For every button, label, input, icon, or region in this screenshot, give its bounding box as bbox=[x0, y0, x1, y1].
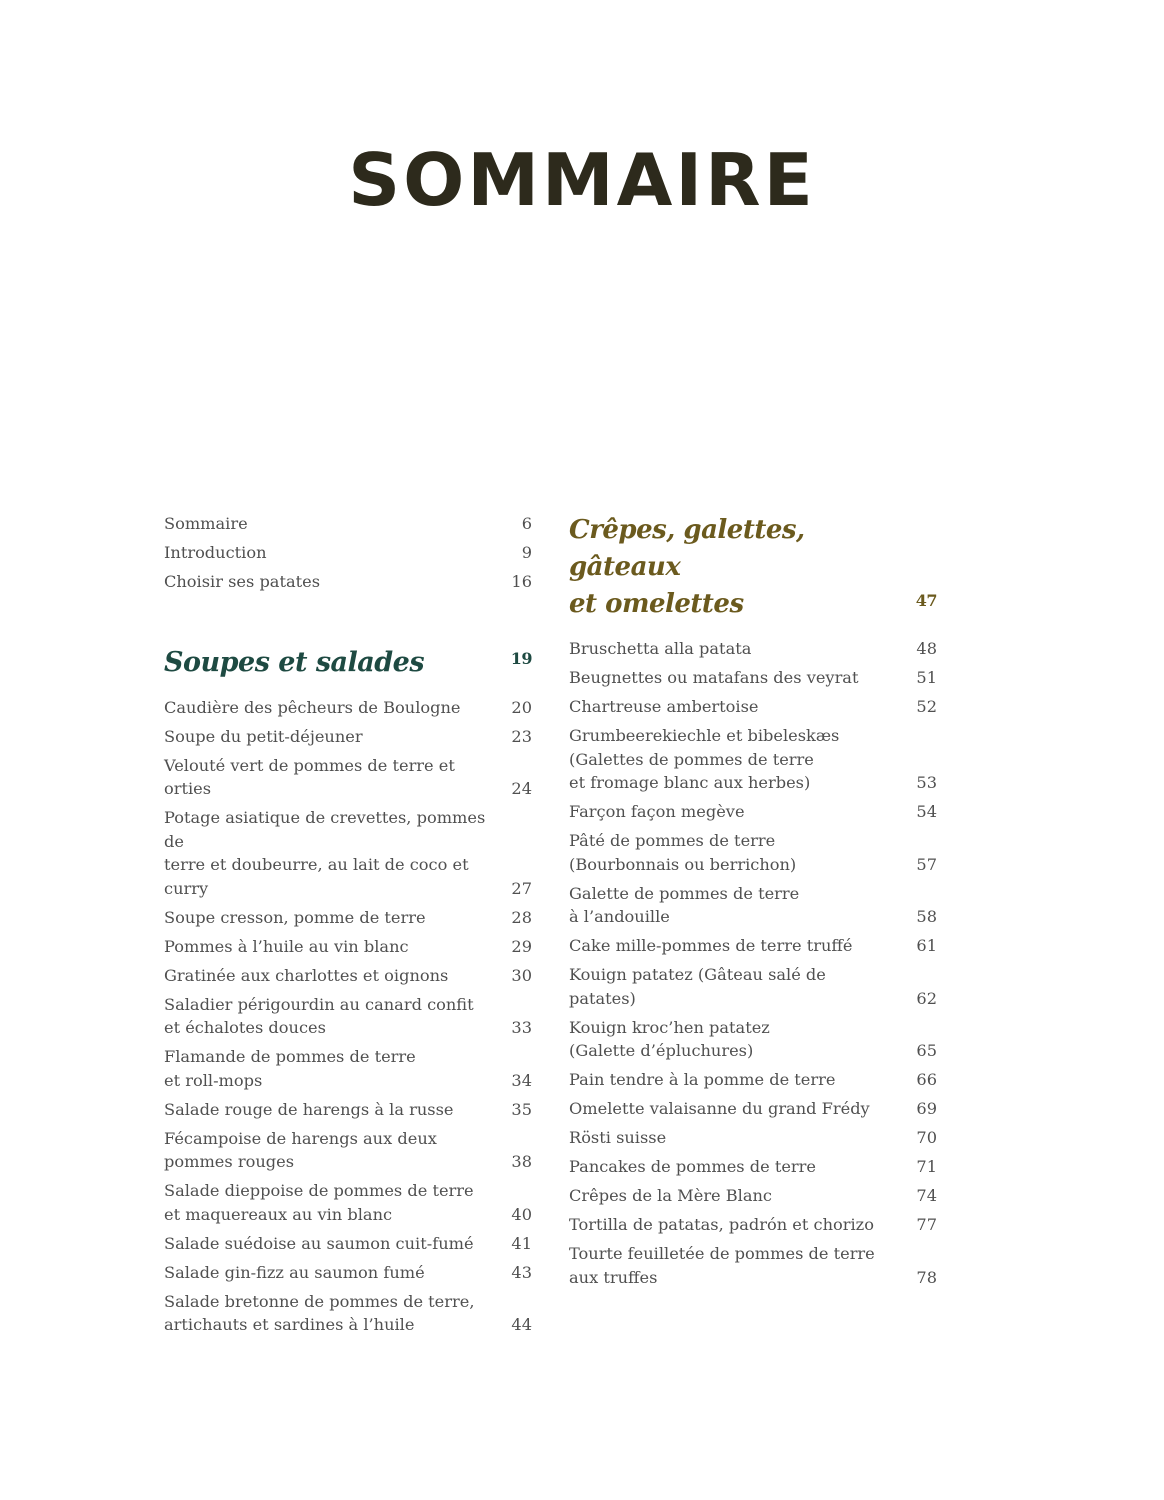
toc-entry[interactable] bbox=[164, 806, 532, 900]
toc-right-column bbox=[569, 512, 937, 1295]
entry-title: Salade rouge de harengs à la russe bbox=[164, 1099, 454, 1119]
entry-page-number: 30 bbox=[511, 965, 532, 985]
entry-page-number: 61 bbox=[916, 936, 937, 955]
toc-entry[interactable] bbox=[164, 1290, 532, 1337]
section-page: 19 bbox=[510, 648, 532, 668]
entry-title: Rösti suisse bbox=[569, 1128, 667, 1147]
entry-page-number: 66 bbox=[916, 1070, 937, 1089]
entry-title: Farçon façon megève bbox=[569, 802, 745, 821]
entry-title: Soupe du petit-déjeuner bbox=[164, 726, 363, 746]
toc-entry[interactable] bbox=[569, 1097, 937, 1121]
section-heading-crepes[interactable] bbox=[569, 512, 937, 623]
entry-page-number: 53 bbox=[916, 773, 937, 792]
section-page: 47 bbox=[915, 591, 937, 610]
entry-title: Flamande de pommes de terre et roll-mops bbox=[164, 1047, 416, 1090]
entry-page-number: 70 bbox=[916, 1128, 937, 1147]
entry-page-number: 44 bbox=[511, 1315, 532, 1334]
entry-title: Velouté vert de pommes de terre et orties bbox=[164, 755, 455, 798]
entry-page-number: 52 bbox=[916, 697, 937, 716]
toc-entry[interactable] bbox=[164, 754, 532, 801]
toc-entry[interactable] bbox=[164, 993, 532, 1040]
toc-entry[interactable] bbox=[569, 882, 937, 929]
entry-page-number: 35 bbox=[511, 1099, 532, 1119]
entry-page-number: 54 bbox=[916, 802, 937, 821]
toc-entry[interactable] bbox=[164, 541, 532, 565]
page-title: SOMMAIRE bbox=[348, 138, 816, 222]
toc-entry[interactable] bbox=[569, 829, 937, 876]
entry-title: Pancakes de pommes de terre bbox=[569, 1157, 816, 1176]
toc-entry[interactable] bbox=[164, 935, 532, 959]
entry-title: Introduction bbox=[164, 543, 267, 562]
entry-page-number: 34 bbox=[511, 1070, 532, 1090]
entry-title: Potage asiatique de crevettes, pommes de terre et doubeurre, au lait de coco et curry bbox=[164, 808, 486, 898]
entry-page-number: 23 bbox=[511, 726, 532, 746]
entry-page-number: 28 bbox=[511, 907, 532, 927]
entry-page-number: 65 bbox=[916, 1041, 937, 1060]
section-heading-soupes[interactable] bbox=[164, 646, 532, 680]
toc-entry[interactable] bbox=[164, 906, 532, 930]
toc-entry[interactable] bbox=[164, 1232, 532, 1256]
entry-title: Caudière des pêcheurs de Boulogne bbox=[164, 697, 461, 717]
toc-entry[interactable] bbox=[164, 964, 532, 988]
toc-entry[interactable] bbox=[569, 1126, 937, 1150]
entry-page-number: 43 bbox=[511, 1262, 532, 1282]
toc-entry[interactable] bbox=[164, 1261, 532, 1285]
section-title: Soupes et salades bbox=[164, 646, 425, 678]
entry-page-number: 29 bbox=[511, 936, 532, 956]
entry-title: Saladier périgourdin au canard confit et échalotes douces bbox=[164, 994, 474, 1037]
entry-title: Kouign kroc’hen patatez (Galette d’épluchures) bbox=[569, 1017, 770, 1060]
entry-title: Soupe cresson, pomme de terre bbox=[164, 907, 426, 927]
entry-title: Salade dieppoise de pommes de terre et maquereaux au vin blanc bbox=[164, 1181, 474, 1224]
entry-page-number: 57 bbox=[916, 854, 937, 874]
entry-title: Pommes à l’huile au vin blanc bbox=[164, 936, 409, 956]
entry-page-number: 9 bbox=[521, 543, 532, 562]
entry-title: Salade suédoise au saumon cuit-fumé bbox=[164, 1233, 474, 1253]
toc-entry[interactable] bbox=[569, 1242, 937, 1289]
entry-title: Tourte feuilletée de pommes de terre aux truffes bbox=[569, 1244, 875, 1287]
entry-page-number: 41 bbox=[511, 1233, 532, 1253]
entry-title: Beugnettes ou matafans des veyrat bbox=[569, 668, 859, 687]
entry-title: Grumbeerekiechle et bibeleskæs (Galettes de pommes de terre et fromage blanc aux herbes) bbox=[569, 726, 840, 792]
toc-entry[interactable] bbox=[569, 800, 937, 824]
section-title: Crêpes, galettes, gâteaux et omelettes bbox=[569, 515, 805, 619]
toc-entry[interactable] bbox=[569, 1016, 937, 1063]
toc-left-column bbox=[164, 512, 532, 1342]
entry-title: Salade gin-fizz au saumon fumé bbox=[164, 1262, 425, 1282]
toc-entry[interactable] bbox=[569, 637, 937, 661]
entry-title: Pâté de pommes de terre (Bourbonnais ou berrichon) bbox=[569, 831, 797, 874]
entry-title: Pain tendre à la pomme de terre bbox=[569, 1070, 836, 1089]
toc-entry[interactable] bbox=[569, 1184, 937, 1208]
entry-title: Cake mille-pommes de terre truffé bbox=[569, 936, 853, 955]
entry-page-number: 69 bbox=[916, 1099, 937, 1118]
entry-title: Choisir ses patates bbox=[164, 572, 321, 591]
toc-entry[interactable] bbox=[164, 1098, 532, 1122]
entry-page-number: 51 bbox=[916, 668, 937, 687]
entry-title: Bruschetta alla patata bbox=[569, 639, 752, 658]
entry-page-number: 74 bbox=[916, 1186, 937, 1205]
entry-page-number: 6 bbox=[521, 514, 532, 533]
toc-entry[interactable] bbox=[164, 1179, 532, 1226]
toc-entry[interactable] bbox=[164, 1127, 532, 1174]
entry-title: Salade bretonne de pommes de terre, artichauts et sardines à l’huile bbox=[164, 1291, 475, 1334]
entry-title: Gratinée aux charlottes et oignons bbox=[164, 965, 449, 985]
toc-entry[interactable] bbox=[164, 696, 532, 720]
section-list-crepes bbox=[569, 637, 937, 1289]
entry-page-number: 71 bbox=[916, 1157, 937, 1176]
toc-entry[interactable] bbox=[164, 725, 532, 749]
entry-page-number: 33 bbox=[511, 1018, 532, 1037]
entry-page-number: 78 bbox=[916, 1267, 937, 1287]
toc-entry[interactable] bbox=[569, 1068, 937, 1092]
entry-page-number: 27 bbox=[511, 878, 532, 898]
toc-entry[interactable] bbox=[164, 512, 532, 536]
entry-page-number: 62 bbox=[916, 988, 937, 1008]
entry-title: Tortilla de patatas, padrón et chorizo bbox=[569, 1215, 874, 1234]
entry-page-number: 77 bbox=[916, 1215, 937, 1234]
entry-page-number: 20 bbox=[511, 697, 532, 717]
entry-title: Galette de pommes de terre à l’andouille bbox=[569, 883, 800, 926]
toc-entry[interactable] bbox=[569, 1213, 937, 1237]
toc-entry[interactable] bbox=[569, 1155, 937, 1179]
entry-page-number: 40 bbox=[511, 1204, 532, 1224]
toc-entry[interactable] bbox=[569, 666, 937, 690]
section-list-soupes bbox=[164, 696, 532, 1337]
toc-entry[interactable] bbox=[569, 934, 937, 958]
entry-title: Crêpes de la Mère Blanc bbox=[569, 1186, 772, 1205]
entry-title: Fécampoise de harengs aux deux pommes rouges bbox=[164, 1128, 437, 1171]
toc-entry[interactable] bbox=[569, 963, 937, 1010]
entry-title: Omelette valaisanne du grand Frédy bbox=[569, 1099, 870, 1118]
entry-page-number: 38 bbox=[511, 1152, 532, 1171]
entry-title: Chartreuse ambertoise bbox=[569, 697, 759, 716]
entry-page-number: 24 bbox=[511, 779, 532, 798]
entry-page-number: 48 bbox=[916, 639, 937, 658]
toc-entry[interactable] bbox=[569, 724, 937, 795]
entry-title: Sommaire bbox=[164, 514, 248, 533]
front-matter-list bbox=[164, 512, 532, 594]
entry-title: Kouign patatez (Gâteau salé de patates) bbox=[569, 965, 826, 1008]
toc-entry[interactable] bbox=[569, 695, 937, 719]
toc-entry[interactable] bbox=[164, 570, 532, 594]
entry-page-number: 58 bbox=[916, 907, 937, 926]
entry-page-number: 16 bbox=[511, 572, 532, 591]
toc-entry[interactable] bbox=[164, 1045, 532, 1092]
